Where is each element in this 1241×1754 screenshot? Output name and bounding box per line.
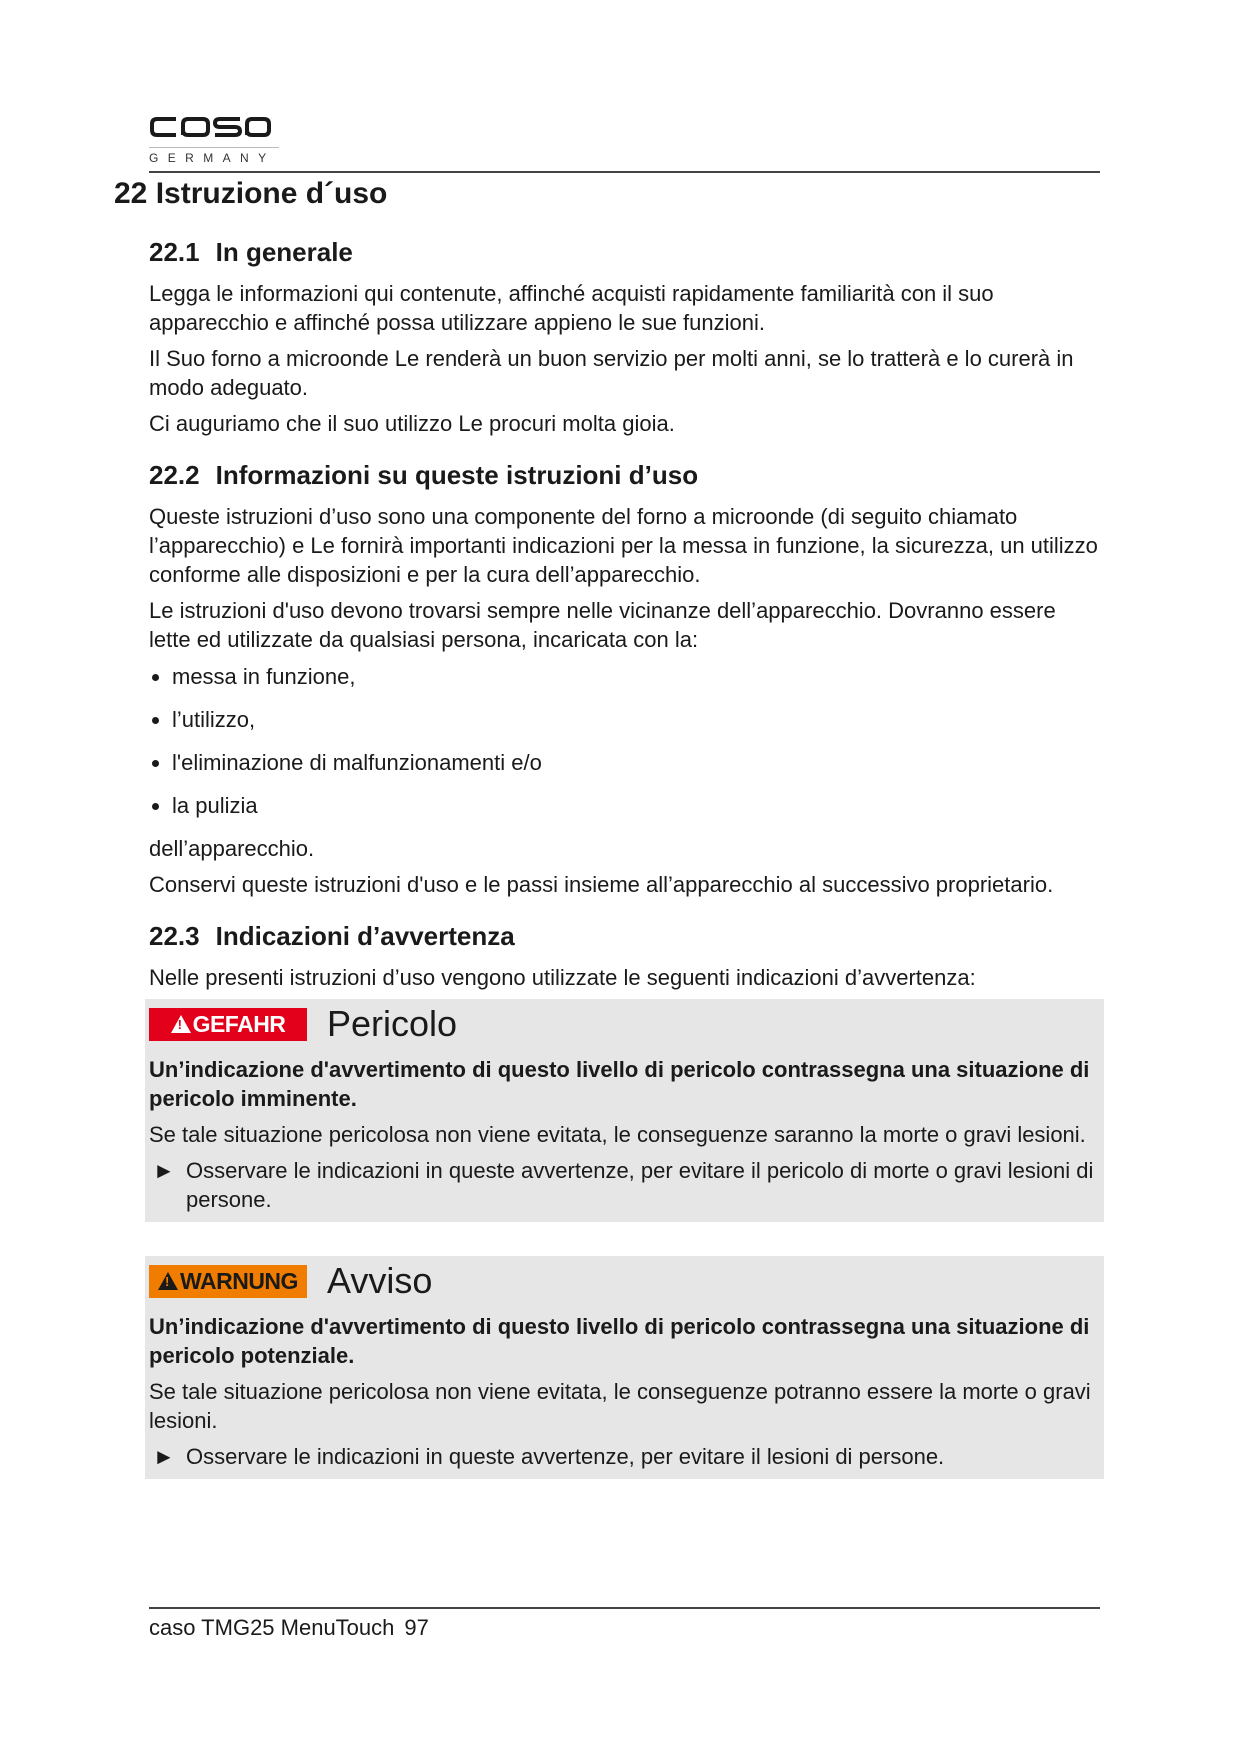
- section-heading: 22.3 Indicazioni d’avvertenza: [149, 921, 515, 951]
- list-item: messa in funzione,: [149, 662, 1100, 691]
- warning-consequence: Se tale situazione pericolosa non viene evitata, le conseguenze saranno la morte o gravi lesioni.: [149, 1122, 1086, 1147]
- bullet-list: [149, 662, 1100, 820]
- warning-box: [145, 1256, 1104, 1479]
- list-item: la pulizia: [149, 791, 1100, 820]
- chapter-heading: 22 Istruzione d´uso: [114, 177, 388, 210]
- danger-signal-label: ! GEFAHR: [149, 1008, 307, 1041]
- warning-description: Un’indicazione d'avvertimento di questo livello di pericolo contrassegna una situazione di pericolo imminente.: [149, 1057, 1090, 1111]
- logo-subtitle: GERMANY: [149, 147, 279, 165]
- paragraph: dell’apparecchio.: [149, 836, 315, 861]
- paragraph: Le istruzioni d'uso devono trovarsi sempre nelle vicinanze dell’apparecchio. Dovranno essere lette ed utilizzate da qualsiasi persona, incaricata con la:: [149, 598, 1056, 652]
- warning-header: [149, 1003, 1098, 1045]
- danger-box: [145, 999, 1104, 1222]
- section-heading: 22.2 Informazioni su queste istruzioni d’uso: [149, 460, 699, 490]
- list-item: l'eliminazione di malfunzionamenti e/o: [149, 748, 1100, 777]
- paragraph: Conservi queste istruzioni d'uso e le passi insieme all’apparecchio al successivo proprietario.: [149, 872, 1054, 897]
- list-item: l’utilizzo,: [149, 705, 1100, 734]
- section-heading: 22.1 In generale: [149, 237, 353, 267]
- warning-consequence: Se tale situazione pericolosa non viene evitata, le conseguenze potranno essere la morte o gravi lesioni.: [149, 1379, 1091, 1433]
- arrow-right-icon: ►: [153, 1158, 175, 1183]
- paragraph: Il Suo forno a microonde Le renderà un buon servizio per molti anni, se lo tratterà e lo curerà in modo adeguato.: [149, 346, 1074, 400]
- warning-signal-label: ! WARNUNG: [149, 1265, 307, 1298]
- warning-title: Pericolo: [327, 1003, 458, 1044]
- page-content: [114, 175, 1100, 1479]
- caso-logo-icon: [149, 110, 274, 142]
- warning-triangle-icon: [158, 1272, 178, 1290]
- footer-rule: [149, 1607, 1100, 1609]
- paragraph: Legga le informazioni qui contenute, affinché acquisti rapidamente familiarità con il suo apparecchio e affinché possa utilizzare appieno le sue funzioni.: [149, 281, 994, 335]
- brand-logo: [149, 110, 279, 165]
- paragraph: Nelle presenti istruzioni d’uso vengono utilizzate le seguenti indicazioni d’avvertenza:: [149, 965, 976, 990]
- paragraph: Ci auguriamo che il suo utilizzo Le procuri molta gioia.: [149, 411, 675, 436]
- footer-product: caso TMG25 MenuTouch: [149, 1615, 395, 1640]
- page-number: 97: [404, 1615, 429, 1640]
- paragraph: Queste istruzioni d’uso sono una componente del forno a microonde (di seguito chiamato l’apparecchio) e Le fornirà importanti indicazioni per la messa in funzione, la sicurezza, un utilizzo conforme alle disposizioni e per la cura dell’apparecchio.: [149, 504, 1098, 587]
- warning-triangle-icon: [171, 1015, 191, 1033]
- page-footer: [149, 1615, 429, 1641]
- warning-header: [149, 1260, 1098, 1302]
- arrow-right-icon: ►: [153, 1444, 175, 1469]
- warning-action: ► Osservare le indicazioni in queste avvertenze, per evitare il lesioni di persone.: [153, 1444, 945, 1469]
- section-warnings: [149, 921, 1100, 1479]
- section-general: [149, 237, 1100, 438]
- warning-title: Avviso: [327, 1260, 433, 1301]
- header-rule: [149, 171, 1100, 173]
- section-about-manual: [149, 460, 1100, 899]
- warning-description: Un’indicazione d'avvertimento di questo livello di pericolo contrassegna una situazione di pericolo potenziale.: [149, 1314, 1090, 1368]
- warning-action: ► Osservare le indicazioni in queste avvertenze, per evitare il pericolo di morte o gravi lesioni di persone.: [153, 1158, 1094, 1212]
